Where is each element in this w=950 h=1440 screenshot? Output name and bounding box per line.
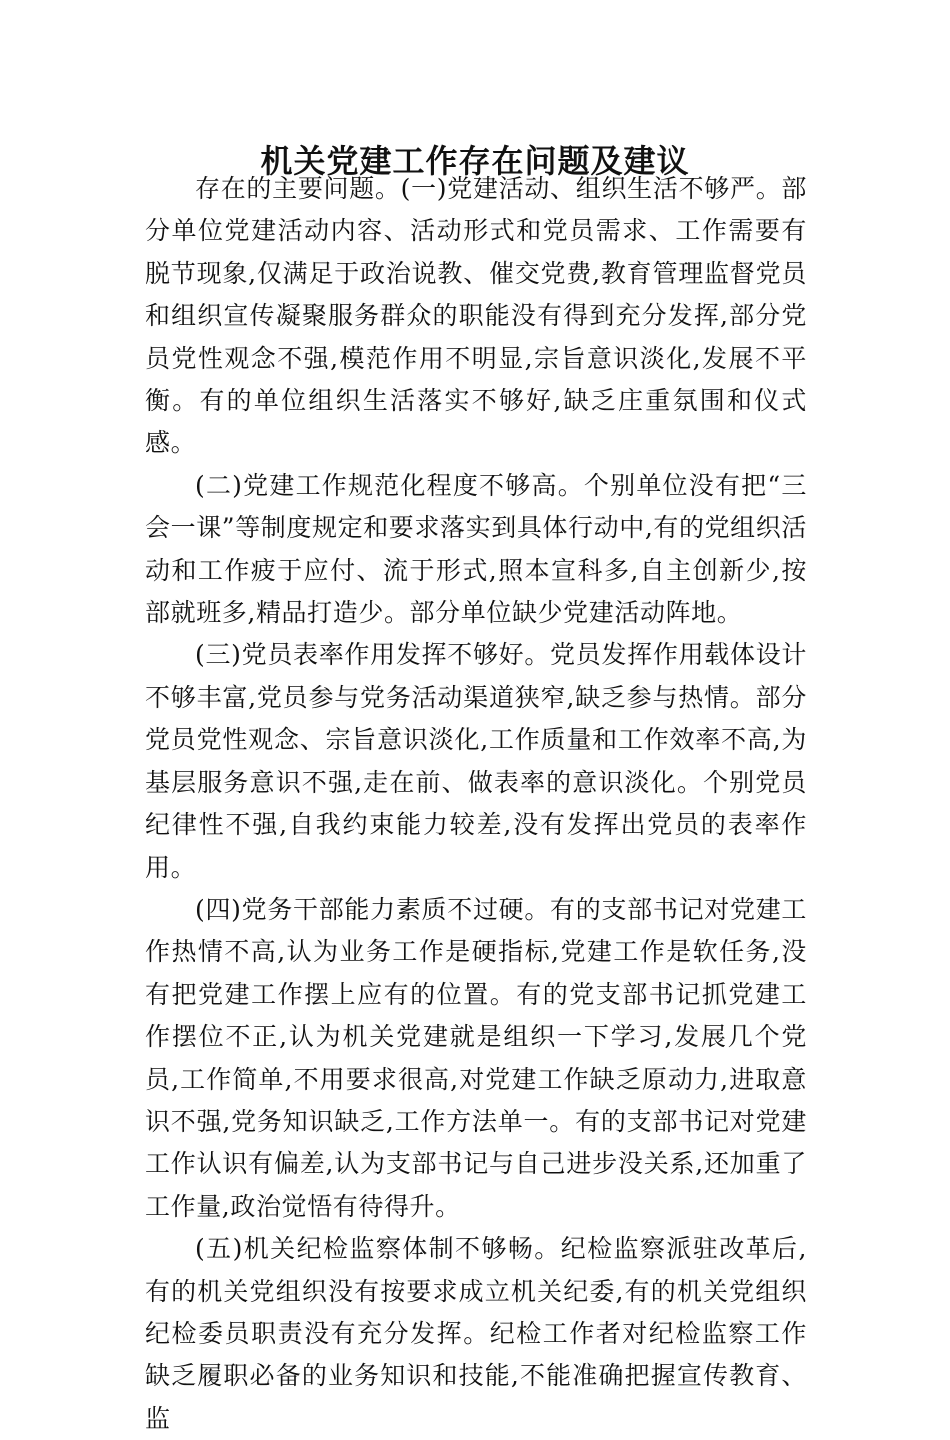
paragraph-discipline-inspection: (五)机关纪检监察体制不够畅。纪检监察派驻改革后,有的机关党组织没有按要求成立机关纪委,有的机关党组织纪检委员职责没有充分发挥。纪检工作者对纪检监察工作缺乏履职必备的业务知识和技能,不能准确把握宣传教育、监 — [145, 1234, 807, 1433]
document-title: 机关党建工作存在问题及建议 — [260, 142, 690, 181]
paragraph-standardization: (二)党建工作规范化程度不够高。个别单位没有把“三会一课”等制度规定和要求落实到具体行动中,有的党组织活动和工作疲于应付、流于形式,照本宣科多,自主创新少,按部就班多,精品打造少。部分单位缺少党建活动阵地。 — [145, 470, 807, 628]
document-body — [145, 168, 807, 1440]
paragraph-main-problems: 存在的主要问题。(一)党建活动、组织生活不够严。部分单位党建活动内容、活动形式和党员需求、工作需要有脱节现象,仅满足于政治说教、催交党费,教育管理监督党员和组织宣传凝聚服务群众的职能没有得到充分发挥,部分党员党性观念不强,模范作用不明显,宗旨意识淡化,发展不平衡。有的单位组织生活落实不够好,缺乏庄重氛围和仪式感。 — [145, 174, 807, 458]
paragraph-cadre-ability: (四)党务干部能力素质不过硬。有的支部书记对党建工作热情不高,认为业务工作是硬指标,党建工作是软任务,没有把党建工作摆上应有的位置。有的党支部书记抓党建工作摆位不正,认为机关党建就是组织一下学习,发展几个党员,工作简单,不用要求很高,对党建工作缺乏原动力,进取意识不强,党务知识缺乏,工作方法单一。有的支部书记对党建工作认识有偏差,认为支部书记与自己进步没关系,还加重了工作量,政治觉悟有待得升。 — [145, 894, 807, 1221]
paragraph-member-role: (三)党员表率作用发挥不够好。党员发挥作用载体设计不够丰富,党员参与党务活动渠道狭窄,缺乏参与热情。部分党员党性观念、宗旨意识淡化,工作质量和工作效率不高,为基层服务意识不强,走在前、做表率的意识淡化。个别党员纪律性不强,自我约束能力较差,没有发挥出党员的表率作用。 — [145, 640, 807, 882]
